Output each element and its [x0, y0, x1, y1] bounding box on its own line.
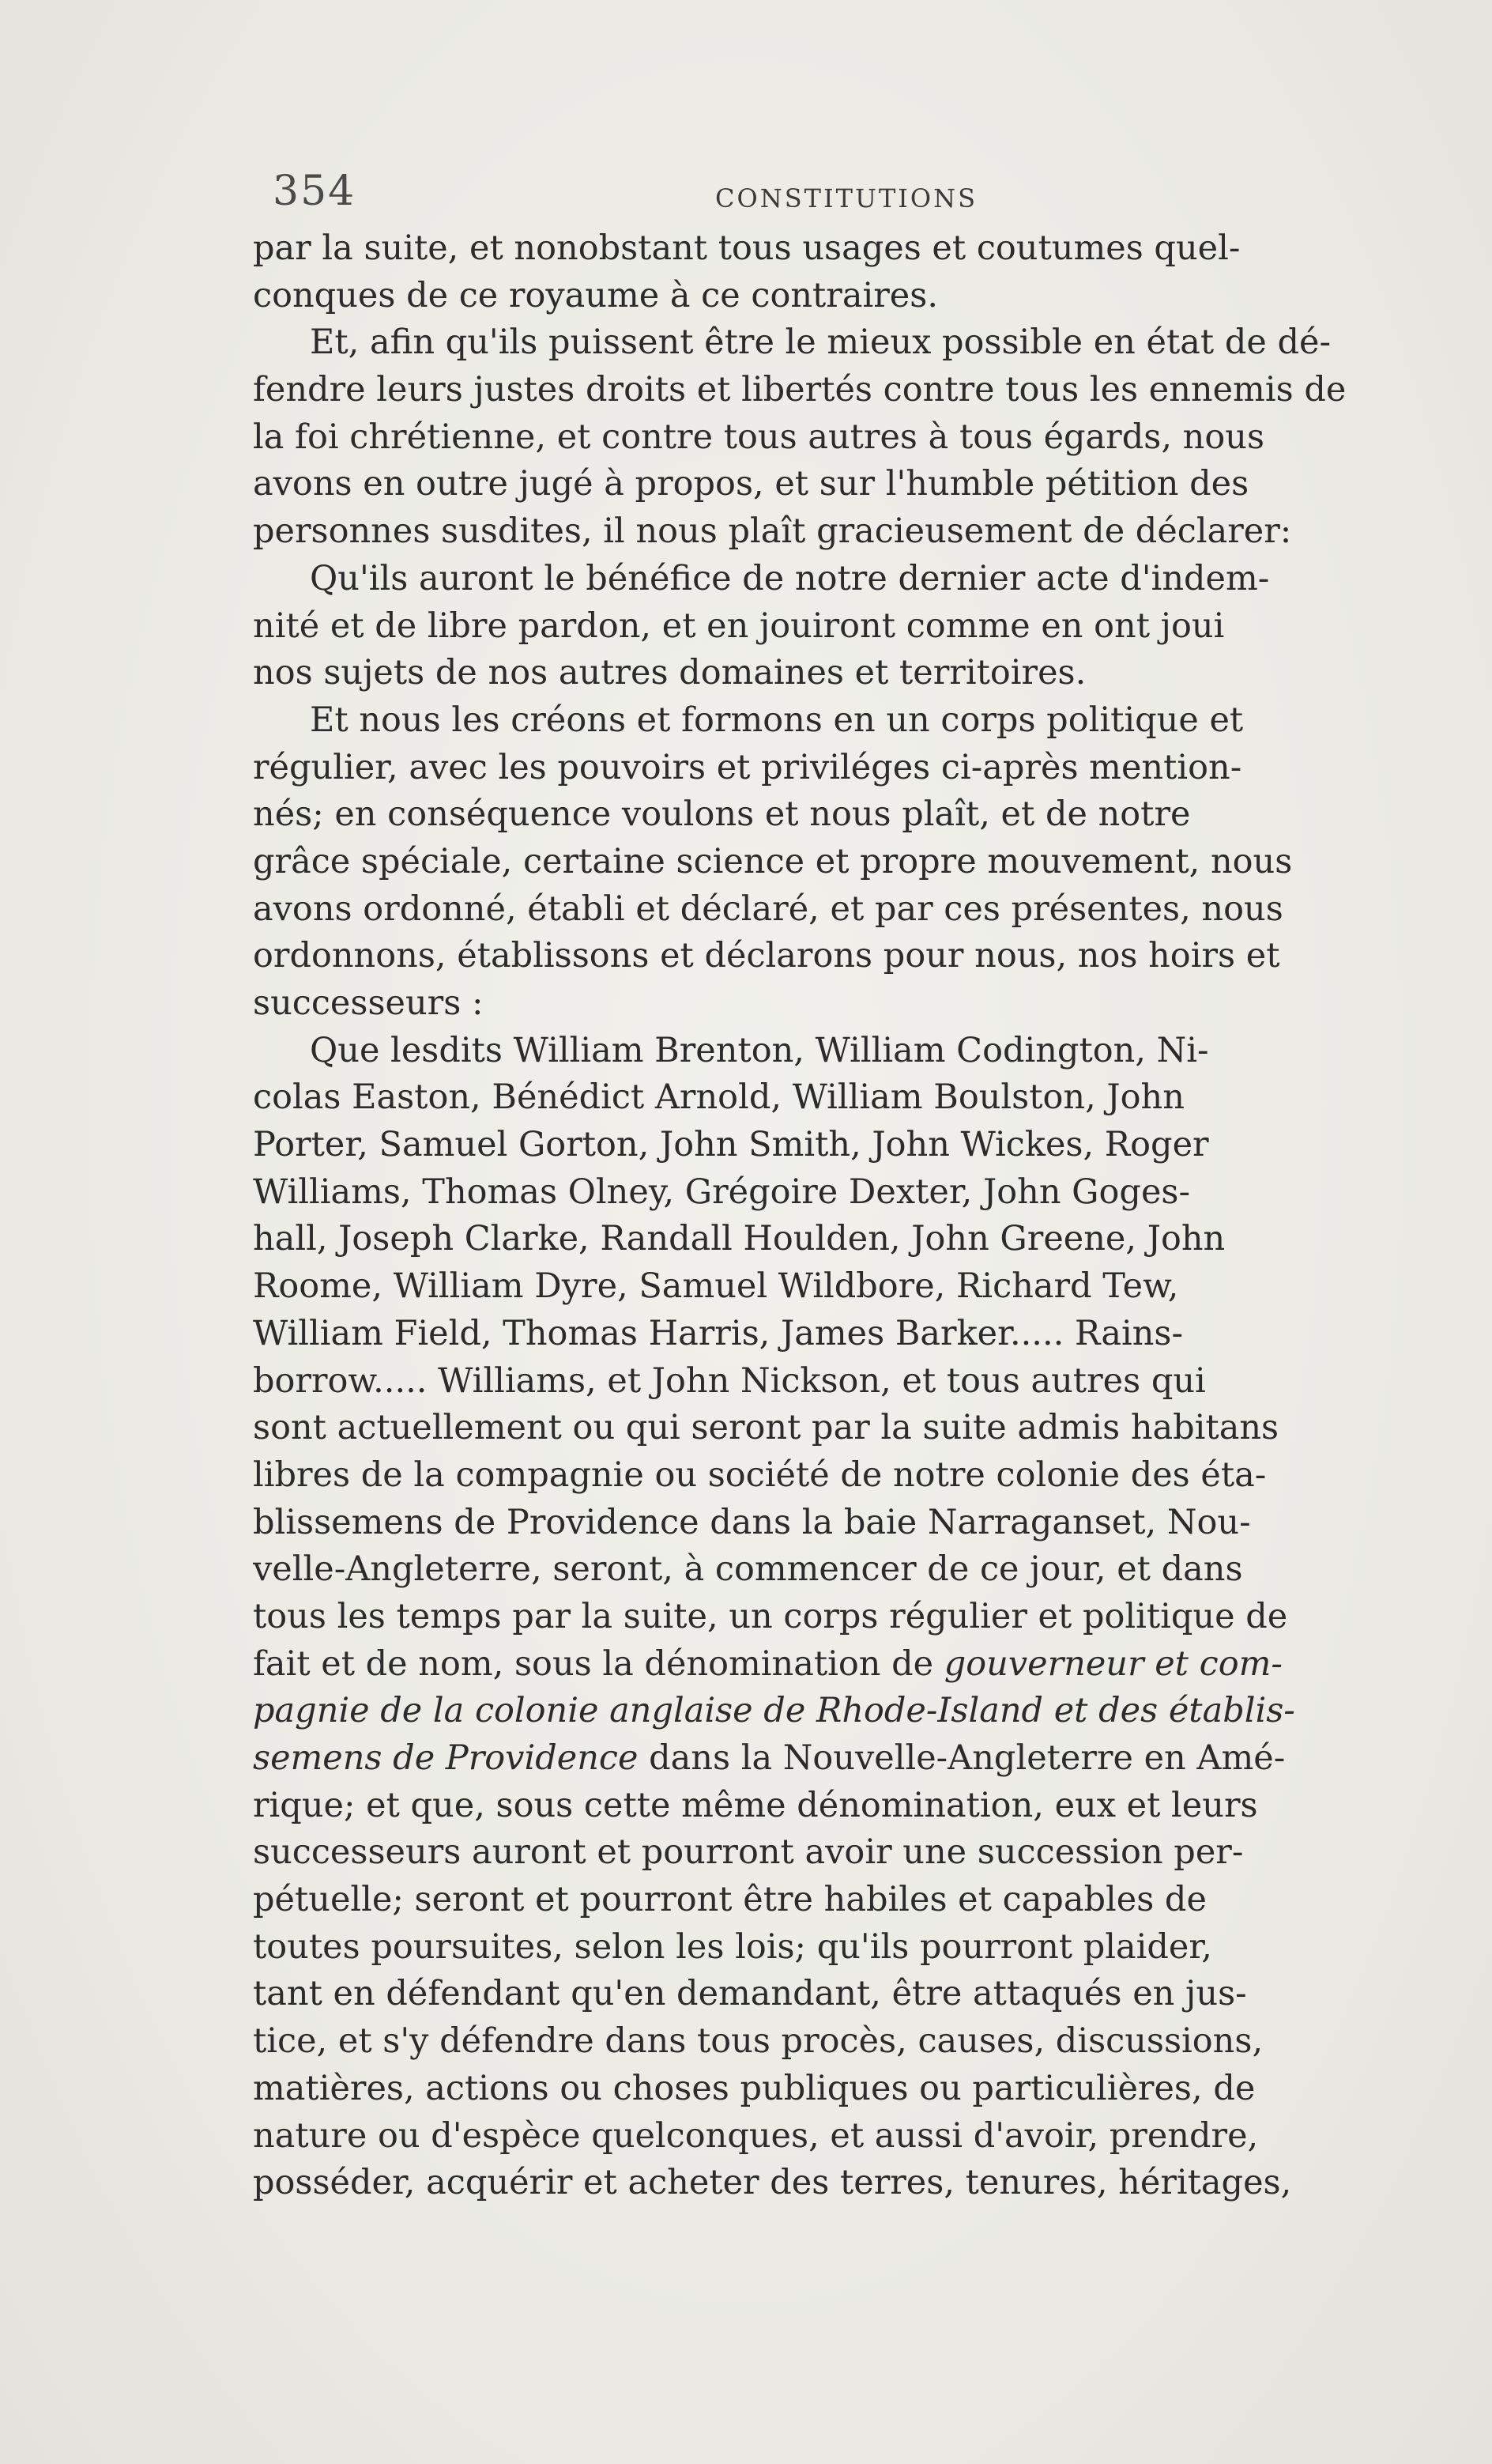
text-line [253, 1735, 1421, 1783]
text-line: successeurs : [253, 983, 484, 1023]
text-line: tous les temps par la suite, un corps régulier et politique de [253, 1596, 1288, 1636]
italic-line: pagnie de la colonie anglaise de Rhode-Island et des établis- [253, 1691, 1295, 1731]
text-line: régulier, avec les pouvoirs et priviléges ci-après mention- [253, 747, 1242, 787]
text-line: matières, actions ou choses publiques ou particulières, de [253, 2068, 1256, 2108]
text-line: fendre leurs justes droits et libertés contre tous les ennemis de [253, 370, 1347, 410]
text-line: conques de ce royaume à ce contraires. [253, 275, 938, 315]
running-head: CONSTITUTIONS [715, 183, 978, 213]
text-line: tice, et s'y défendre dans tous procès, causes, discussions, [253, 2021, 1264, 2062]
text-line: blissemens de Providence dans la baie Narraganset, Nou- [253, 1502, 1251, 1542]
text-line: successeurs auront et pourront avoir une succession per- [253, 1832, 1244, 1873]
text-line: Williams, Thomas Olney, Grégoire Dexter, John Goges- [253, 1172, 1190, 1212]
text-line: grâce spéciale, certaine science et propre mouvement, nous [253, 841, 1293, 881]
text-line: avons ordonné, établi et déclaré, et par ces présentes, nous [253, 889, 1283, 929]
text-line: pétuelle; seront et pourront être habiles et capables de [253, 1880, 1207, 1920]
text-line: sont actuellement ou qui seront par la suite admis habitans [253, 1408, 1279, 1448]
text-line: William Field, Thomas Harris, James Barker..... Rains- [253, 1313, 1183, 1353]
text-line: par la suite, et nonobstant tous usages et coutumes quel- [253, 228, 1241, 268]
text-line: hall, Joseph Clarke, Randall Houlden, John Greene, John [253, 1219, 1226, 1259]
text-line: rique; et que, sous cette même dénomination, eux et leurs [253, 1785, 1258, 1825]
page-header [273, 168, 1419, 223]
text-line: tant en défendant qu'en demandant, être attaqués en jus- [253, 1974, 1247, 2014]
text-line: toutes poursuites, selon les lois; qu'ils pourront plaider, [253, 1926, 1212, 1967]
paragraph-start-line: Et nous les créons et formons en un corps politique et [310, 700, 1244, 740]
text-line: la foi chrétienne, et contre tous autres à tous égards, nous [253, 417, 1265, 457]
text-line: colas Easton, Bénédict Arnold, William Boulston, John [253, 1077, 1185, 1118]
text-line: nité et de libre pardon, et en jouiront comme en ont joui [253, 606, 1225, 646]
text-line: libres de la compagnie ou société de notre colonie des éta- [253, 1455, 1267, 1495]
text-line: nos sujets de nos autres domaines et territoires. [253, 653, 1087, 693]
text-segment: fait et de nom, sous la dénomination de [253, 1643, 934, 1684]
text-line: personnes susdites, il nous plaît gracieusement de déclarer: [253, 511, 1292, 552]
text-line: nature ou d'espèce quelconques, et aussi d'avoir, prendre, [253, 2115, 1259, 2156]
text-line: velle-Angleterre, seront, à commencer de ce jour, et dans [253, 1549, 1243, 1590]
text-line: Roome, William Dyre, Samuel Wildbore, Richard Tew, [253, 1266, 1179, 1307]
paragraph-start-line: Que lesdits William Brenton, William Codington, Ni- [310, 1030, 1209, 1070]
body-text [253, 225, 1421, 2207]
italic-phrase: semens de Providence [253, 1738, 639, 1778]
text-line: borrow..... Williams, et John Nickson, et tous autres qui [253, 1360, 1206, 1401]
italic-phrase: gouverneur et com- [944, 1643, 1283, 1684]
text-line: nés; en conséquence voulons et nous plaît, et de notre [253, 794, 1191, 835]
text-line [253, 1641, 1421, 1689]
paragraph-start-line: Et, afin qu'ils puissent être le mieux possible en état de dé- [310, 323, 1331, 363]
page-number: 354 [273, 168, 356, 215]
text-line: avons en outre jugé à propos, et sur l'humble pétition des [253, 464, 1249, 504]
paragraph-start-line: Qu'ils auront le bénéfice de notre dernier acte d'indem- [310, 558, 1270, 598]
text-line: ordonnons, établissons et déclarons pour nous, nos hoirs et [253, 936, 1280, 976]
text-line: posséder, acquérir et acheter des terres, tenures, héritages, [253, 2163, 1292, 2203]
text-segment: dans la Nouvelle-Angleterre en Amé- [638, 1738, 1286, 1778]
text-line: Porter, Samuel Gorton, John Smith, John Wickes, Roger [253, 1125, 1209, 1165]
